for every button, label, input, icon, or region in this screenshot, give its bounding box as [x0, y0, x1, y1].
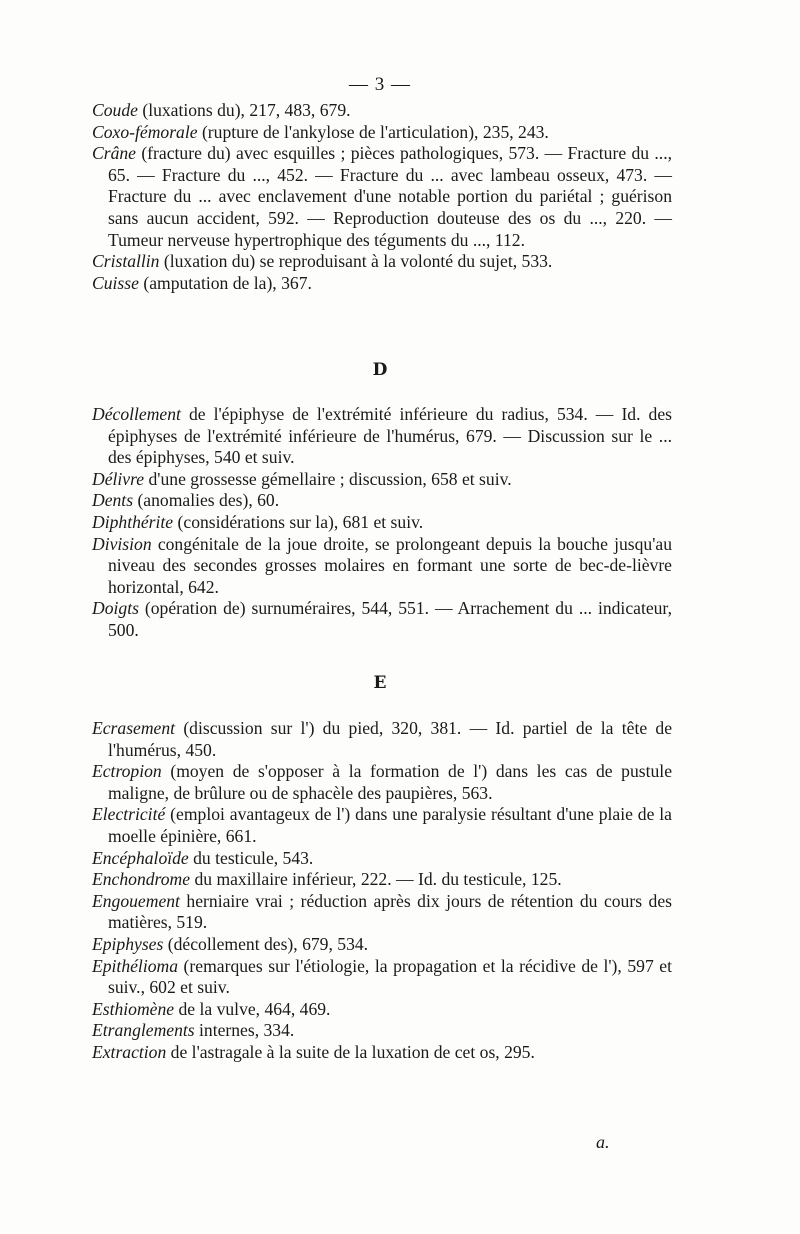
- entry-text: de la vulve, 464, 469.: [174, 998, 331, 1019]
- entry-text: (rupture de l'ankylose de l'articulation), 235, 243.: [197, 121, 549, 142]
- entry-term: Esthiomène: [92, 998, 175, 1019]
- section-e-entries: [92, 718, 672, 1064]
- entry-text: (remarques sur l'étiologie, la propagation et la récidive de l'), 597 et suiv., 602 et suiv.: [108, 955, 672, 998]
- index-entry: [92, 469, 672, 491]
- entry-term: Délivre: [92, 468, 145, 489]
- entry-text: (moyen de s'opposer à la formation de l') dans les cas de pustule maligne, de brûlure ou de sphacèle des paupières, 563.: [108, 761, 672, 803]
- index-entry: [92, 598, 672, 641]
- entry-text: internes, 334.: [194, 1020, 295, 1041]
- entry-term: Coude: [92, 100, 138, 120]
- index-entry: [92, 490, 672, 512]
- entry-text: du maxillaire inférieur, 222. — Id. du testicule, 125.: [190, 869, 562, 890]
- entry-term: Encéphaloïde: [92, 847, 189, 868]
- index-entry: [92, 143, 672, 251]
- entry-text: (discussion sur l') du pied, 320, 381. — Id. partiel de la tête de l'humérus, 450.: [108, 718, 672, 760]
- index-entry: [92, 1042, 672, 1064]
- entry-term: Electricité: [92, 804, 166, 825]
- entry-text: d'une grossesse gémellaire ; discussion, 658 et suiv.: [144, 468, 512, 489]
- signature-mark: a.: [596, 1132, 610, 1152]
- entry-text: (anomalies des), 60.: [133, 490, 280, 511]
- index-entry: [92, 848, 672, 870]
- entry-text: (décollement des), 679, 534.: [163, 933, 369, 954]
- index-entry: [92, 869, 672, 891]
- entry-text: (considérations sur la), 681 et suiv.: [173, 511, 424, 532]
- section-letter-e: E: [373, 673, 387, 693]
- index-entry: [92, 122, 672, 144]
- entry-text: (amputation de la), 367.: [138, 272, 312, 293]
- entry-text: congénitale de la joue droite, se prolongeant depuis la bouche jusqu'au niveau des secondes grosses molaires en formant une sorte de bec-de-lièvre horizontal, 642.: [108, 533, 672, 597]
- entry-text: de l'astragale à la suite de la luxation de cet os, 295.: [166, 1041, 535, 1062]
- entry-term: Epiphyses: [92, 933, 164, 954]
- entry-text: (luxation du) se reproduisant à la volonté du sujet, 533.: [159, 251, 553, 272]
- entry-text: (opération de) surnuméraires, 544, 551. — Arrachement du ... indicateur, 500.: [108, 598, 672, 640]
- entry-term: Cristallin: [92, 251, 160, 272]
- index-entry: [92, 404, 672, 469]
- section-c-entries: [92, 100, 672, 294]
- entry-term: Doigts: [92, 598, 139, 619]
- index-entry: [92, 718, 672, 761]
- section-d-entries: [92, 404, 672, 642]
- index-entry: [92, 512, 672, 534]
- entry-text: (luxations du), 217, 483, 679.: [137, 100, 351, 120]
- page-number: — 3 —: [349, 74, 411, 95]
- index-entry: [92, 534, 672, 599]
- entry-term: Décollement: [92, 404, 181, 424]
- entry-term: Extraction: [92, 1041, 167, 1062]
- entry-term: Enchondrome: [92, 869, 191, 890]
- entry-term: Division: [92, 533, 152, 554]
- entry-term: Ectropion: [92, 761, 162, 782]
- entry-text: herniaire vrai ; réduction après dix jours de rétention du cours des matières, 519.: [108, 890, 672, 933]
- index-entry: [92, 956, 672, 999]
- entry-text: de l'épiphyse de l'extrémité inférieure du radius, 534. — Id. des épiphyses de l'extrémité inférieure de l'humérus, 679. — Discussion sur le ... des épiphyses, 540 et suiv.: [108, 404, 672, 468]
- index-entry: [92, 273, 672, 295]
- index-entry: [92, 934, 672, 956]
- entry-term: Diphthérite: [92, 511, 174, 532]
- entry-term: Epithélioma: [92, 955, 179, 976]
- index-entry: [92, 891, 672, 934]
- index-entry: [92, 100, 672, 122]
- section-letter-d: D: [372, 360, 388, 380]
- entry-term: Ecrasement: [92, 718, 176, 738]
- index-entry: [92, 999, 672, 1021]
- entry-term: Cuisse: [92, 272, 139, 293]
- index-entry: [92, 804, 672, 847]
- entry-term: Dents: [92, 490, 134, 511]
- entry-term: Crâne: [92, 143, 136, 164]
- entry-text: (emploi avantageux de l') dans une paralysie résultant d'une plaie de la moelle épinière, 661.: [108, 804, 672, 846]
- entry-term: Coxo-fémorale: [92, 121, 198, 142]
- entry-text: du testicule, 543.: [188, 847, 314, 868]
- entry-text: (fracture du) avec esquilles ; pièces pathologiques, 573. — Fracture du ..., 65. — Fracture du ..., 452. — Fracture du ... avec lambeau osseux, 473. — Fracture du ... avec enclavement d'une notable portion du pariétal ; guérison sans aucun accident, 592. — Reproduction douteuse des os du ..., 220. — Tumeur nerveuse hypertrophique des téguments du ..., 112.: [108, 143, 672, 250]
- entry-term: Etranglements: [92, 1020, 195, 1041]
- entry-term: Engouement: [92, 890, 180, 911]
- index-entry: [92, 251, 672, 273]
- index-entry: [92, 1020, 672, 1042]
- index-entry: [92, 761, 672, 804]
